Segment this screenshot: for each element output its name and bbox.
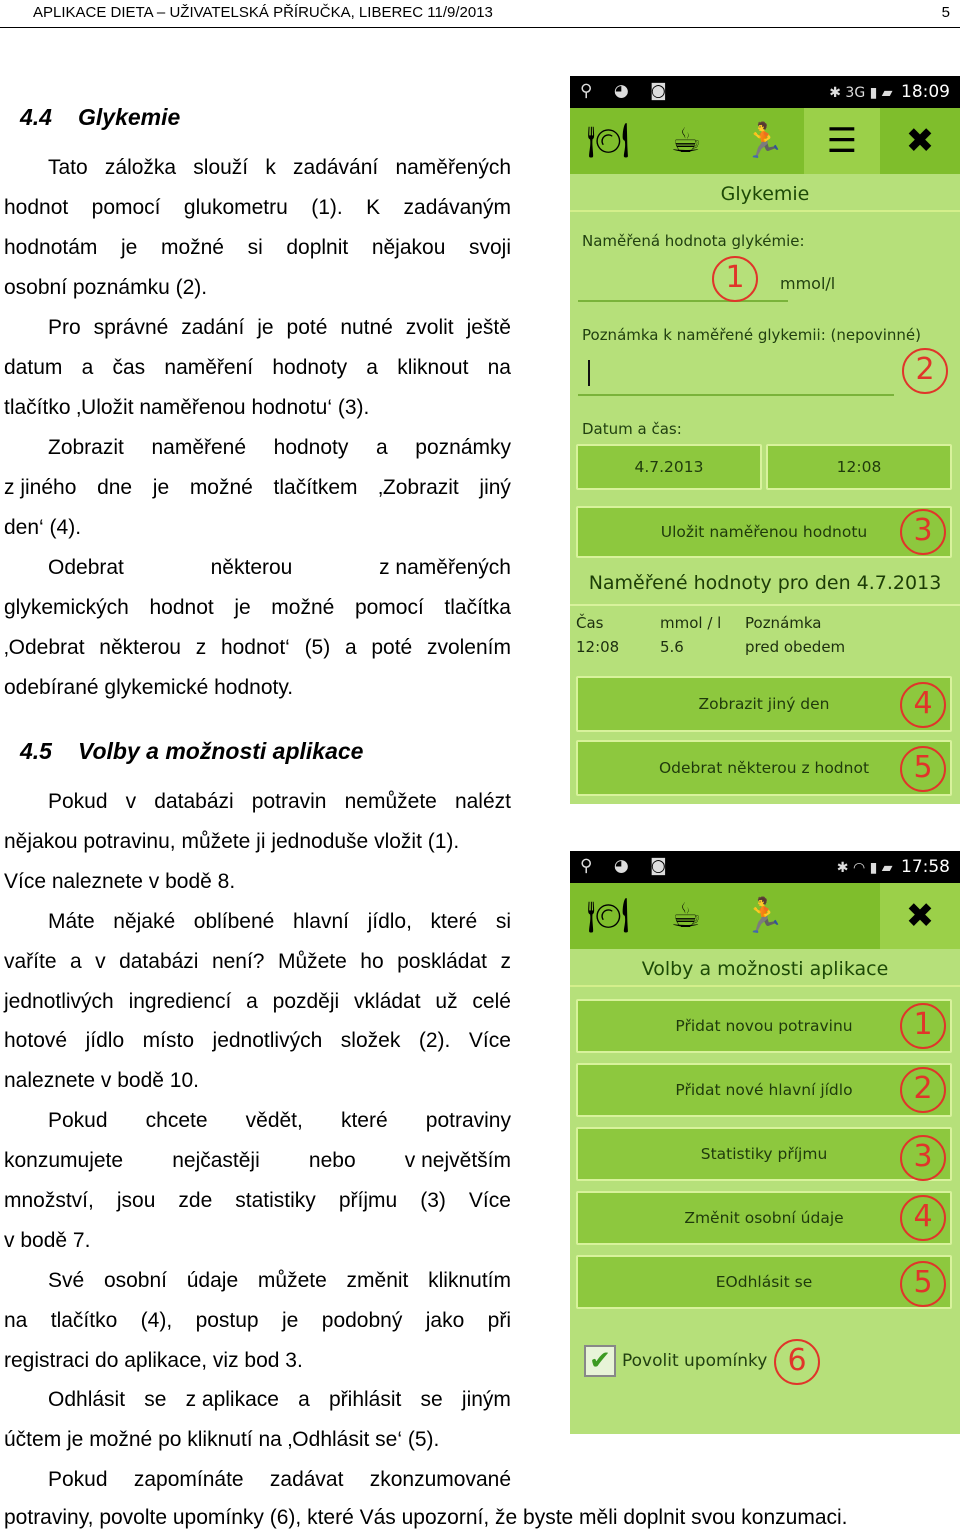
word: vědět,	[245, 1109, 303, 1132]
notification-icons: ⚲ ◕ ◙	[580, 81, 675, 101]
text-line	[4, 188, 511, 228]
word: naměřených	[395, 156, 511, 179]
text-line	[4, 468, 511, 508]
word: v největším	[404, 1149, 511, 1172]
note-input[interactable]	[578, 348, 894, 396]
word: je	[234, 596, 251, 619]
text-line	[48, 1101, 511, 1141]
word: statistiky	[235, 1189, 316, 1212]
word: zapomínáte	[133, 1468, 244, 1491]
word: které	[340, 1109, 388, 1132]
word: celé	[472, 990, 511, 1013]
word: údaje	[186, 1269, 239, 1292]
word: svoji	[468, 236, 511, 259]
phone-screenshot-options	[570, 851, 960, 1434]
word: jsou	[116, 1189, 156, 1212]
word: zvolením	[426, 636, 511, 659]
word: zadávání	[293, 156, 379, 179]
word: některou	[99, 636, 181, 659]
marker-6: 6	[774, 1339, 820, 1385]
word: vkládat	[354, 990, 421, 1013]
word: postup	[195, 1309, 259, 1332]
word: zvolit	[405, 316, 454, 339]
word: Máte	[48, 910, 95, 933]
coffee-cup-icon[interactable]: ☕	[670, 121, 702, 161]
word: Zobrazit	[48, 436, 124, 459]
word: možné	[160, 236, 224, 259]
word: (5)	[304, 636, 331, 659]
word: při	[487, 1309, 511, 1332]
tab-bar	[570, 108, 960, 174]
text-line	[4, 982, 511, 1022]
word: konzumujete	[4, 1149, 124, 1172]
text-line	[4, 942, 511, 982]
text-line	[48, 1380, 511, 1420]
word: Odhlásit	[48, 1388, 126, 1411]
text-line: odebírané glykemické hodnoty.	[4, 676, 294, 699]
word: množství,	[4, 1189, 94, 1212]
word: Tato	[48, 156, 88, 179]
word: nejčastěji	[172, 1149, 260, 1172]
word: z	[195, 636, 207, 659]
text-line	[48, 308, 511, 348]
word: a	[366, 356, 378, 379]
word: databázi	[119, 950, 199, 973]
word: záložka	[104, 156, 177, 179]
values-band-title: Naměřené hodnoty pro den 4.7.2013	[570, 572, 960, 606]
text-line	[48, 148, 511, 188]
add-food-button[interactable]: Přidat novou potravinu	[576, 999, 952, 1053]
running-man-icon[interactable]: 🏃	[742, 896, 786, 936]
screen-title: Volby a možnosti aplikace	[570, 949, 960, 987]
intake-statistics-button[interactable]: Statistiky příjmu	[576, 1127, 952, 1181]
word: z naměřených	[379, 556, 511, 579]
word: na	[487, 356, 511, 379]
word: Více	[468, 1029, 511, 1052]
word: hotové	[4, 1029, 68, 1052]
word: jiný	[479, 476, 511, 499]
word: kliknutím	[428, 1269, 511, 1292]
word: ještě	[466, 316, 511, 339]
word: složek	[340, 1029, 401, 1052]
word: Odebrat	[48, 556, 124, 579]
word: místo	[142, 1029, 194, 1052]
word: správné	[93, 316, 169, 339]
word: později	[272, 990, 340, 1013]
word: ‚Odebrat	[4, 636, 85, 659]
time-button[interactable]: 12:08	[766, 444, 952, 490]
word: poté	[286, 316, 328, 339]
marker-4: 4	[900, 682, 946, 728]
word: tlačítkem	[273, 476, 358, 499]
word: si	[495, 910, 511, 933]
word: ho	[360, 950, 384, 973]
word: ingrediencí	[128, 990, 232, 1013]
text-line	[4, 628, 511, 668]
word: z jiného	[4, 476, 77, 499]
word: je	[257, 316, 274, 339]
word: naměřené	[151, 436, 247, 459]
word: Více	[468, 1189, 511, 1212]
text-line	[48, 428, 511, 468]
word: tlačítko	[50, 1309, 118, 1332]
label-note: Poznámka k naměřené glykemii: (nepovinné)	[582, 326, 921, 344]
word: poté	[371, 636, 413, 659]
word: nalézt	[454, 790, 511, 813]
word: hodnotám	[4, 236, 98, 259]
status-bar	[570, 851, 960, 883]
word: ‚Zobrazit	[378, 476, 459, 499]
word: zadávat	[269, 1468, 344, 1491]
word: čas	[112, 356, 146, 379]
word: glukometru	[183, 196, 288, 219]
marker-3: 3	[900, 1135, 946, 1181]
word: není?	[211, 950, 265, 973]
section-heading-4-4: 4.4 Glykemie	[20, 104, 181, 130]
word: poskládat	[397, 950, 487, 973]
word: datum	[4, 356, 63, 379]
label-measured-value: Naměřená hodnota glykémie:	[582, 232, 805, 250]
word: (1).	[311, 196, 343, 219]
word: (2).	[418, 1029, 451, 1052]
word: je	[121, 236, 138, 259]
cell-note: pred obedem	[745, 638, 846, 656]
word: k	[265, 156, 276, 179]
text-line	[4, 228, 511, 268]
label-datetime: Datum a čas:	[582, 420, 682, 438]
word: podobný	[321, 1309, 403, 1332]
page-number: 5	[941, 4, 950, 21]
word: chcete	[145, 1109, 208, 1132]
text-line	[4, 1301, 511, 1341]
marker-5: 5	[900, 746, 946, 792]
list-icon[interactable]: ☰	[804, 108, 880, 174]
word: zadávaným	[403, 196, 511, 219]
word: hodnot	[149, 596, 214, 619]
word: tlačítka	[444, 596, 511, 619]
text-line	[4, 348, 511, 388]
word: a	[246, 990, 258, 1013]
clock: 18:09	[901, 82, 950, 102]
word: pomocí	[91, 196, 161, 219]
text-line: Více naleznete v bodě 8.	[4, 870, 236, 893]
text-line	[48, 1460, 511, 1500]
word: v	[95, 950, 106, 973]
phone-screenshot-glykemie	[570, 76, 960, 804]
word: Pro	[48, 316, 81, 339]
tools-icon[interactable]: ✖	[880, 883, 960, 949]
cell-time: 12:08	[576, 638, 620, 656]
word: některou	[210, 556, 293, 579]
document-title: APLIKACE DIETA – UŽIVATELSKÁ PŘÍRUČKA, LIBEREC 11/9/2013	[33, 4, 493, 21]
word: potraviny	[425, 1109, 511, 1132]
word: doplnit	[286, 236, 349, 259]
notification-icons: ⚲ ◕ ◙	[580, 856, 675, 876]
word: z aplikace	[185, 1388, 279, 1411]
plate-cutlery-icon[interactable]: 🍽	[586, 896, 630, 936]
word: se	[420, 1388, 443, 1411]
word: jednotlivých	[212, 1029, 323, 1052]
status-icons: ✱ ◠ ▮ ▰ 17:58	[836, 857, 950, 877]
change-personal-data-button[interactable]: Změnit osobní údaje	[576, 1191, 952, 1245]
text-line	[4, 1141, 511, 1181]
text-line: v bodě 7.	[4, 1229, 91, 1252]
word: jídlo,	[367, 910, 412, 933]
word: poznámky	[415, 436, 511, 459]
word: změnit	[346, 1269, 409, 1292]
marker-2: 2	[900, 1067, 946, 1113]
col-header-mmol: mmol / l	[660, 614, 722, 632]
word: jednotlivých	[4, 990, 114, 1013]
marker-3: 3	[900, 509, 946, 555]
status-bar	[570, 76, 960, 108]
text-line	[48, 782, 511, 822]
tools-icon[interactable]: ✖	[905, 121, 935, 161]
text-line: osobní poznámku (2).	[4, 276, 208, 299]
word: hodnot‘	[220, 636, 290, 659]
text-line: nějakou potravinu, můžete ji jednoduše vložit (1).	[4, 830, 460, 853]
list-icon[interactable]	[804, 883, 878, 949]
word: hodnot	[4, 196, 69, 219]
word: potravin	[251, 790, 327, 813]
word: si	[247, 236, 263, 259]
word: Pokud	[48, 1109, 108, 1132]
word: je	[282, 1309, 299, 1332]
word: Můžete	[277, 950, 347, 973]
word: (4),	[140, 1309, 173, 1332]
text-line: den‘ (4).	[4, 516, 82, 539]
word: jako	[425, 1309, 465, 1332]
word: nějakou	[371, 236, 446, 259]
text-cursor	[588, 360, 590, 386]
text-line	[4, 1021, 511, 1061]
unit-label: mmol/l	[780, 274, 836, 293]
word: možné	[189, 476, 253, 499]
coffee-cup-icon[interactable]: ☕	[670, 896, 702, 936]
word: Své	[48, 1269, 85, 1292]
word: hlavní	[292, 910, 349, 933]
word: zadání	[181, 316, 245, 339]
text-line: účtem je možné po kliknutí na ‚Odhlásit se‘ (5).	[4, 1428, 440, 1451]
word: jídlo	[85, 1029, 125, 1052]
word: zkonzumované	[369, 1468, 511, 1491]
word: přihlásit	[329, 1388, 402, 1411]
text-line	[48, 902, 511, 942]
text-line	[4, 588, 511, 628]
col-header-time: Čas	[576, 614, 604, 632]
word: pomocí	[354, 596, 424, 619]
word: hodnoty	[272, 356, 348, 379]
remove-value-button[interactable]: Odebrat některou z hodnot	[576, 740, 952, 796]
cell-mmol: 5.6	[660, 638, 684, 656]
plate-cutlery-icon[interactable]: 🍽	[586, 121, 630, 161]
marker-5: 5	[900, 1261, 946, 1307]
text-line: registraci do aplikace, viz bod 3.	[4, 1349, 303, 1372]
word: dne	[97, 476, 133, 499]
marker-1: 1	[900, 1003, 946, 1049]
text-line: potraviny, povolte upomínky (6), které Vás upozorní, že byste měli doplnit svou konzumaci.	[4, 1506, 848, 1529]
marker-2: 2	[902, 348, 948, 394]
word: se	[144, 1388, 167, 1411]
status-icons: ✱ 3G ▮ ▰ 18:09	[829, 82, 950, 102]
word: (3)	[420, 1189, 446, 1212]
text-line	[4, 1181, 511, 1221]
text-line: tlačítko ‚Uložit naměřenou hodnotu‘ (3).	[4, 396, 370, 419]
tab-bar	[570, 883, 960, 949]
text-line: naleznete v bodě 10.	[4, 1069, 199, 1092]
reminders-checkbox[interactable]: ✔	[584, 1345, 616, 1377]
word: v	[125, 790, 137, 813]
word: už	[435, 990, 458, 1013]
clock: 17:58	[901, 857, 950, 877]
word: je	[152, 476, 170, 499]
word: kliknout	[397, 356, 469, 379]
running-man-icon[interactable]: 🏃	[742, 121, 786, 161]
section-heading-4-5: 4.5 Volby a možnosti aplikace	[20, 738, 364, 764]
word: a	[298, 1388, 310, 1411]
show-other-day-button[interactable]: Zobrazit jiný den	[576, 676, 952, 732]
add-main-dish-button[interactable]: Přidat nové hlavní jídlo	[576, 1063, 952, 1117]
word: oblíbené	[193, 910, 275, 933]
word: Pokud	[48, 790, 108, 813]
page-header	[0, 0, 960, 28]
word: příjmu	[338, 1189, 398, 1212]
word: nějaké	[113, 910, 176, 933]
logout-button[interactable]: EOdhlásit se	[576, 1255, 952, 1309]
word: z	[500, 950, 511, 973]
word: glykemických	[4, 596, 129, 619]
marker-1: 1	[712, 256, 758, 302]
word: vaříte	[4, 950, 57, 973]
word: naměření	[164, 356, 254, 379]
marker-4: 4	[900, 1195, 946, 1241]
word: a	[375, 436, 388, 459]
word: můžete	[257, 1269, 327, 1292]
word: K	[366, 196, 381, 219]
word: Pokud	[48, 1468, 108, 1491]
text-line	[48, 1261, 511, 1301]
reminders-label: Povolit upomínky	[622, 1351, 768, 1371]
word: slouží	[193, 156, 249, 179]
word: zde	[178, 1189, 213, 1212]
word: možné	[271, 596, 335, 619]
save-value-button[interactable]: Uložit naměřenou hodnotu	[576, 506, 952, 558]
word: nemůžete	[344, 790, 437, 813]
word: nutné	[340, 316, 393, 339]
word: a	[81, 356, 94, 379]
word: hodnoty	[273, 436, 349, 459]
word: databázi	[154, 790, 234, 813]
word: na	[4, 1309, 28, 1332]
word: které	[430, 910, 478, 933]
word: a	[344, 636, 357, 659]
word: jiným	[461, 1388, 511, 1411]
col-header-note: Poznámka	[745, 614, 822, 632]
word: a	[69, 950, 82, 973]
word: nebo	[308, 1149, 356, 1172]
word: osobní	[103, 1269, 167, 1292]
screen-title: Glykemie	[570, 174, 960, 212]
date-button[interactable]: 4.7.2013	[576, 444, 762, 490]
text-line	[48, 548, 511, 588]
